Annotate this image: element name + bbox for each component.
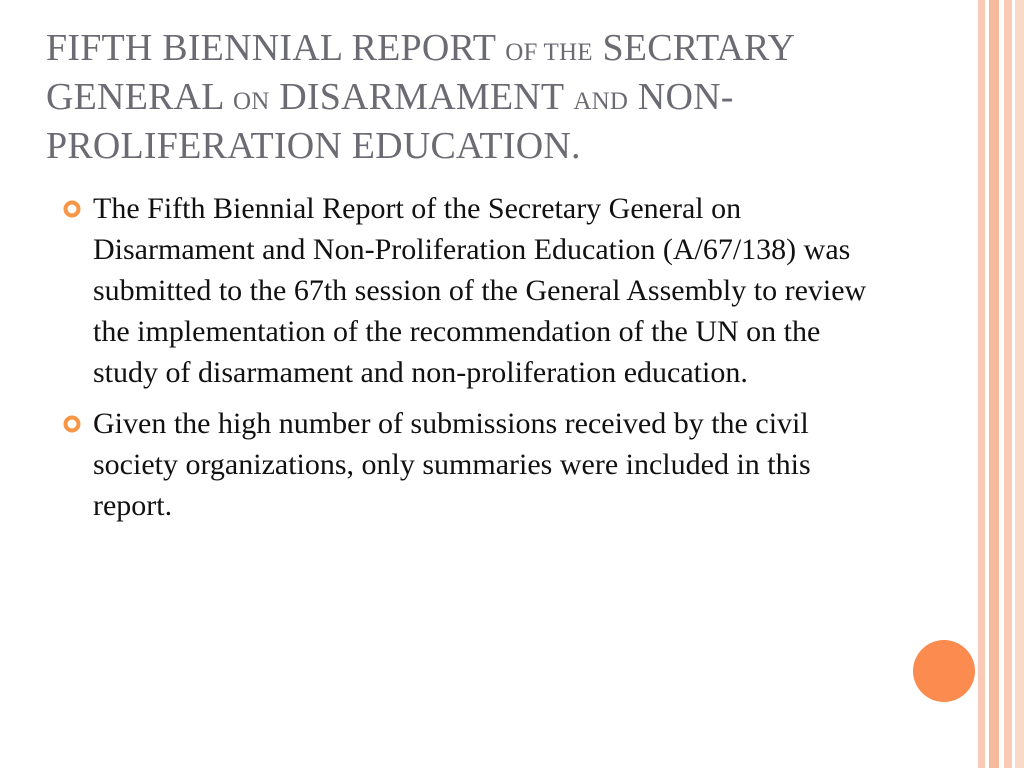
bullet-item — [58, 403, 878, 526]
decorative-stripe — [989, 0, 999, 768]
bullet-item — [58, 188, 878, 393]
title-part: FIFTH BIENNIAL REPORT — [46, 27, 506, 69]
slide-title — [46, 26, 946, 169]
decorative-stripe — [1004, 0, 1012, 768]
title-part: NON-PROLIFERATION EDUCATION. — [46, 76, 734, 167]
title-part-small-caps: AND — [573, 88, 629, 115]
accent-circle — [913, 640, 975, 702]
decorative-stripe — [1015, 0, 1024, 768]
bullet-text: Given the high number of submissions received by the civil society organizations, only summaries were included in this report. — [93, 407, 811, 522]
title-part: SECRTARY GENERAL — [46, 27, 794, 118]
title-part-small-caps: ON — [233, 88, 270, 115]
title-part-small-caps: OF THE — [505, 39, 593, 66]
decorative-stripe — [978, 0, 985, 768]
bullet-list — [58, 188, 878, 536]
ring-bullet-icon — [62, 414, 82, 434]
title-part: DISARMAMENT — [269, 76, 574, 118]
bullet-text: The Fifth Biennial Report of the Secretary General on Disarmament and Non-Proliferation Education (A/67/138) was submitted to the 67th session of the General Assembly to review the implementation of the recommendation of the UN on the study of disarmament and non-proliferation education. — [93, 192, 867, 389]
ring-bullet-icon — [62, 199, 82, 219]
